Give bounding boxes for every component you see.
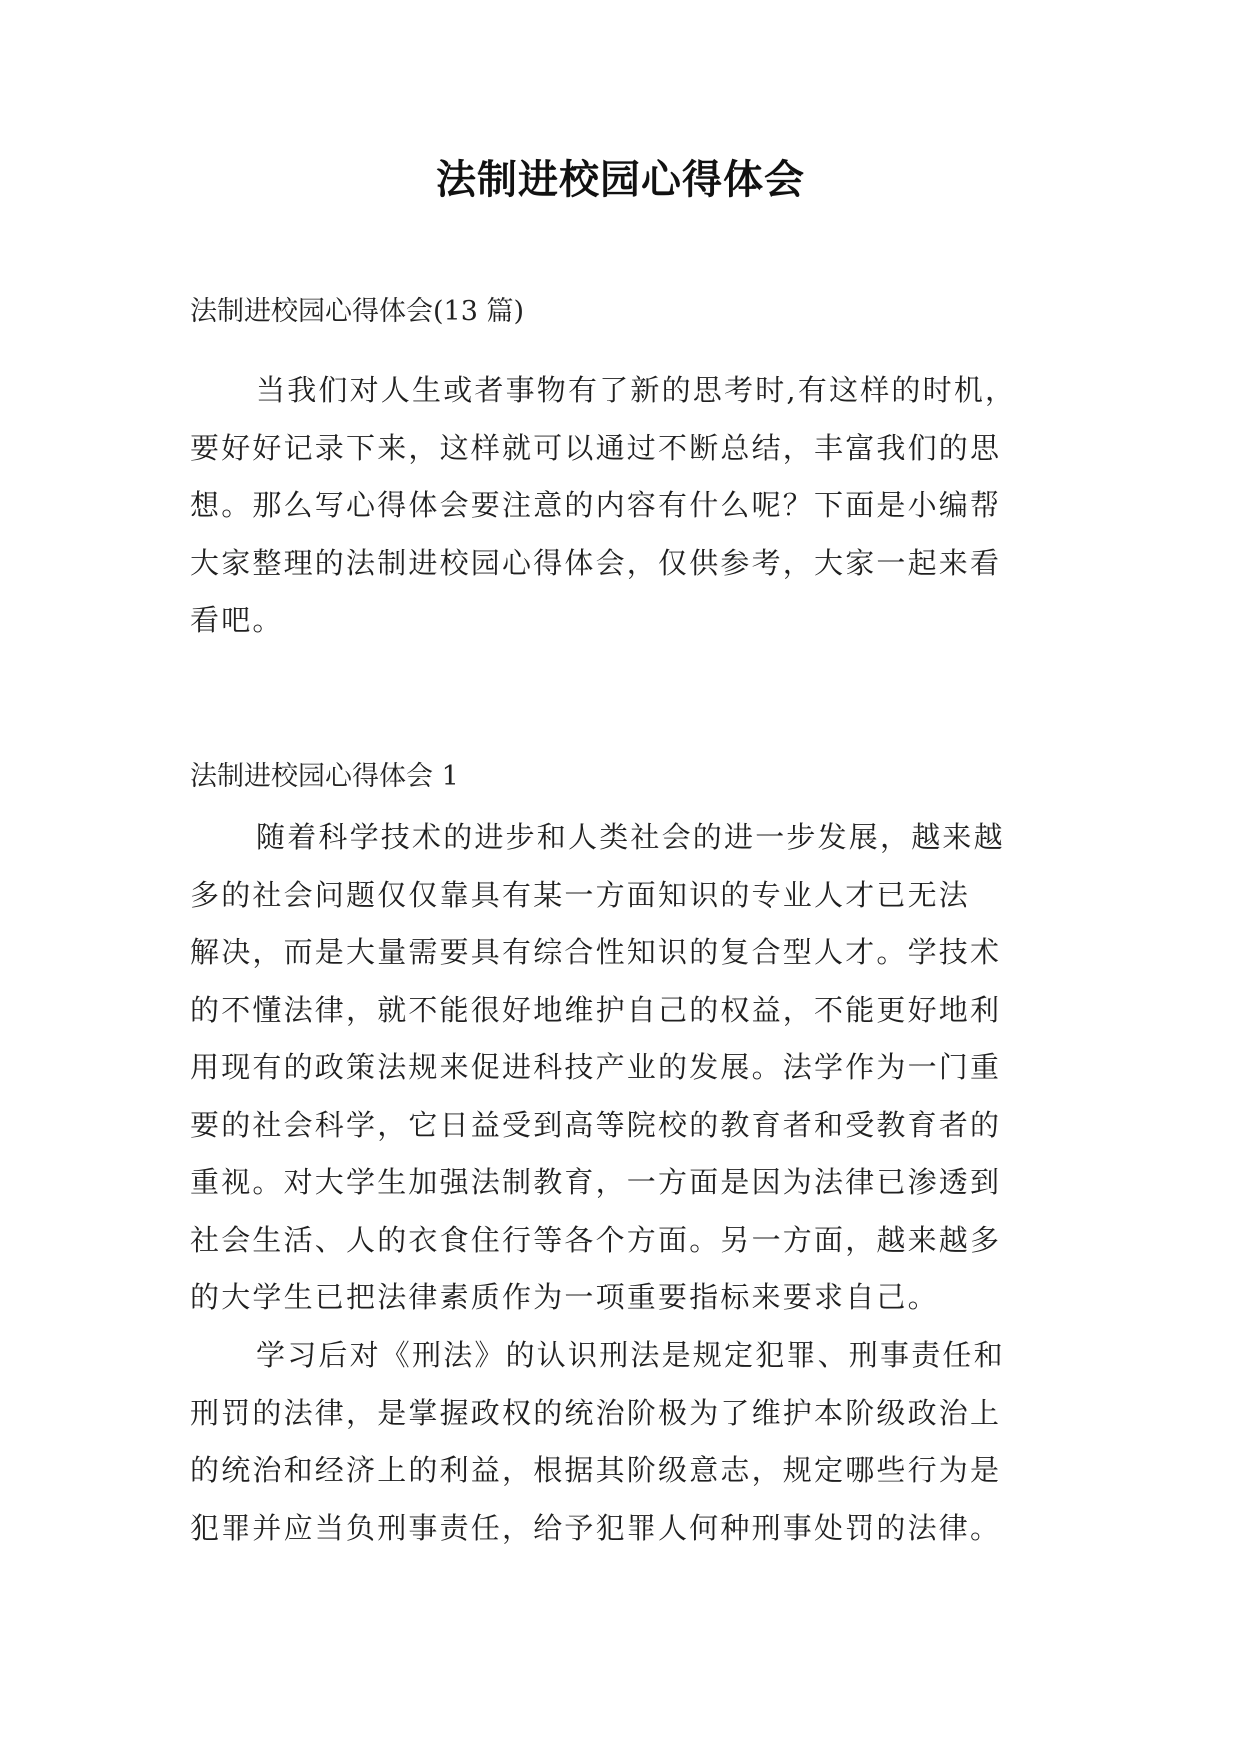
- paragraph-line: 解决，而是大量需要具有综合性知识的复合型人才。学技术: [190, 935, 1002, 969]
- intro-line: 大家整理的法制进校园心得体会，仅供参考，大家一起来看: [190, 545, 1002, 580]
- paragraph-line: 社会生活、人的衣食住行等各个方面。另一方面，越来越多: [190, 1222, 1002, 1257]
- document-subtitle: 法制进校园心得体会(13 篇): [190, 296, 525, 327]
- paragraph-line: 犯罪并应当负刑事责任，给予犯罪人何种刑事处罚的法律。: [190, 1510, 1002, 1545]
- paragraph-line: 刑罚的法律，是掌握政权的统治阶极为了维护本阶级政治上: [190, 1395, 1002, 1430]
- paragraph-line: 的统治和经济上的利益，根据其阶级意志，规定哪些行为是: [190, 1453, 1002, 1487]
- section-1-paragraph-2: [190, 1327, 1066, 1557]
- paragraph-line: 用现有的政策法规来促进科技产业的发展。法学作为一门重: [190, 1050, 1002, 1084]
- paragraph-line: 学习后对《刑法》的认识刑法是规定犯罪、刑事责任和: [256, 1338, 1005, 1372]
- section-1-heading: 法制进校园心得体会 1: [190, 761, 459, 792]
- section-1-paragraph-1: [190, 809, 1066, 1327]
- intro-line: 想。那么写心得体会要注意的内容有什么呢？下面是小编帮: [190, 488, 1002, 522]
- paragraph-line: 随着科学技术的进步和人类社会的进一步发展，越来越: [256, 820, 1005, 854]
- intro-line: 要好好记录下来，这样就可以通过不断总结，丰富我们的思: [190, 430, 1002, 465]
- intro-line: 看吧。: [190, 603, 284, 637]
- paragraph-line: 重视。对大学生加强法制教育，一方面是因为法律已渗透到: [190, 1165, 1002, 1199]
- intro-line: 当我们对人生或者事物有了新的思考时,有这样的时机，: [256, 373, 1017, 407]
- paragraph-line: 要的社会科学，它日益受到高等院校的教育者和受教育者的: [190, 1107, 1002, 1142]
- paragraph-line: 多的社会问题仅仅靠具有某一方面知识的专业人才已无法: [190, 877, 971, 912]
- intro-paragraph: [190, 362, 1066, 650]
- paragraph-line: 的大学生已把法律素质作为一项重要指标来要求自己。: [190, 1280, 939, 1314]
- paragraph-line: 的不懂法律，就不能很好地维护自己的权益，不能更好地利: [190, 992, 1002, 1027]
- document-title: 法制进校园心得体会: [436, 156, 805, 203]
